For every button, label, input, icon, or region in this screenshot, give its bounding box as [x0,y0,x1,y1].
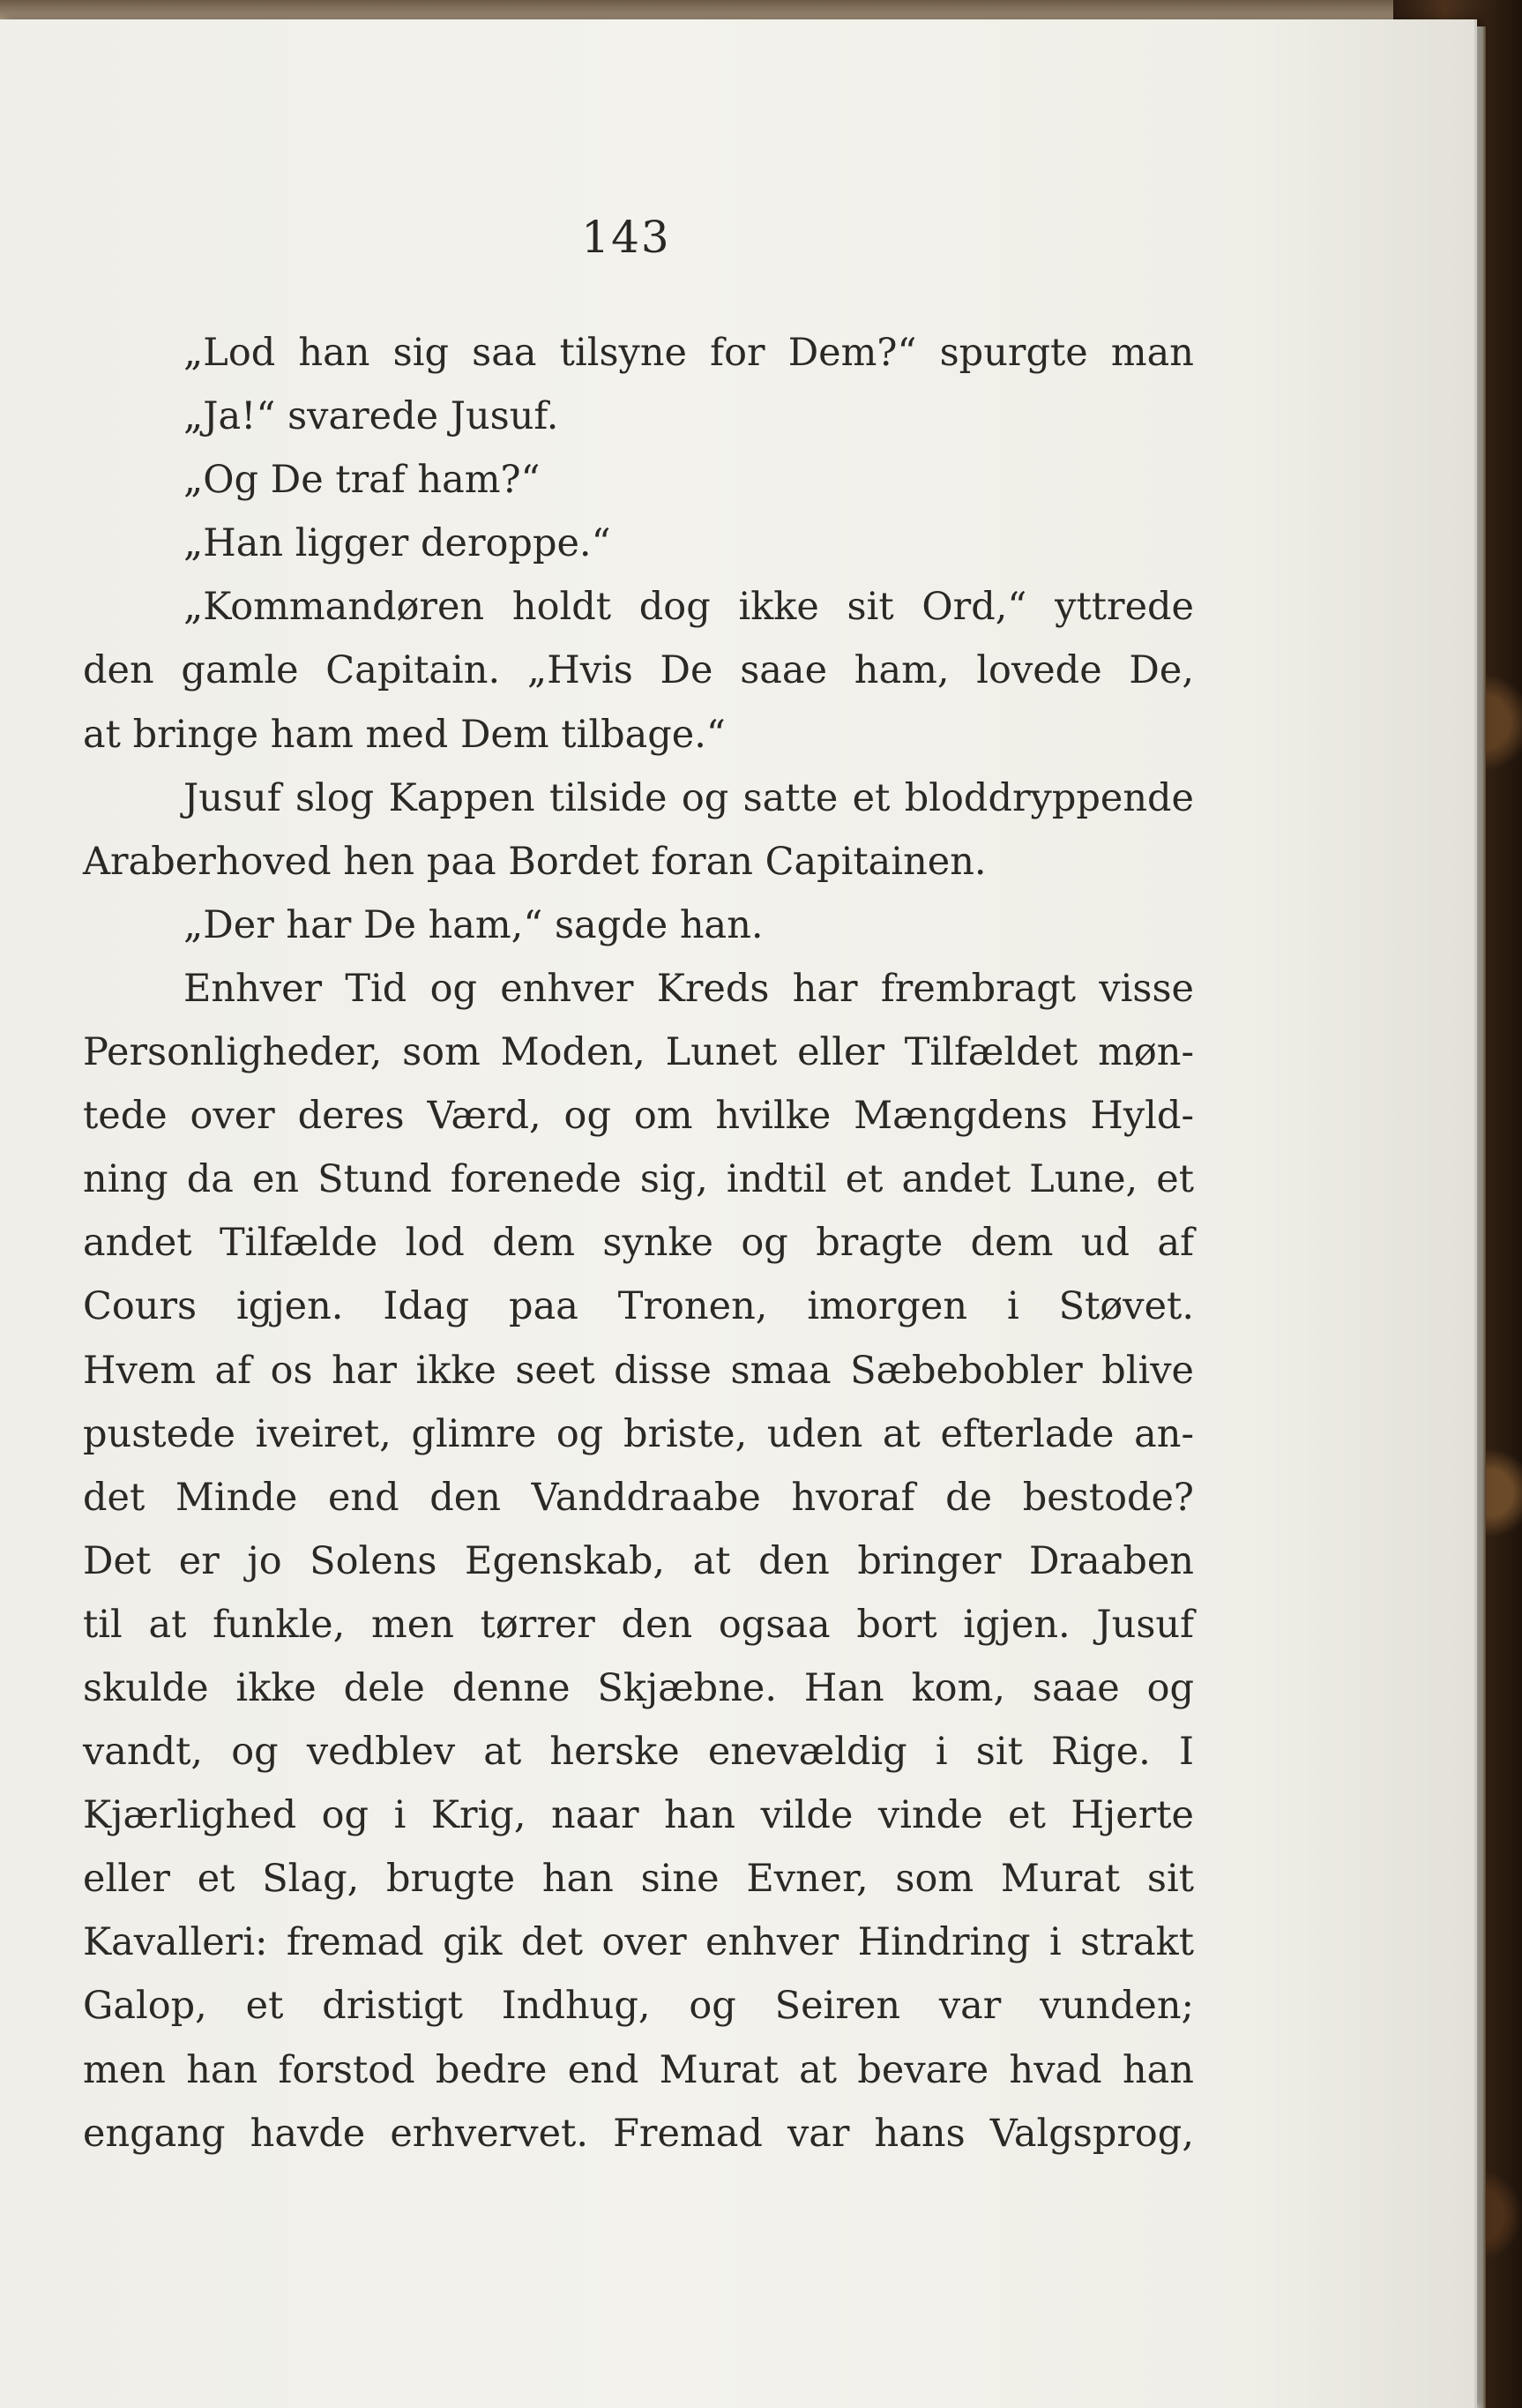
page-number: 143 [581,212,671,263]
text-line: „Der har De ham,“ sagde han. [183,902,764,947]
text-line: „Kommandøren holdt dog ikke sit Ord,“ yttrede [183,585,1194,630]
text-line: tede over deres Værd, og om hvilke Mængdens Hyld- [83,1094,1194,1139]
text-line: Cours igjen. Idag paa Tronen, imorgen i Støvet. [83,1284,1194,1329]
text-line: det Minde end den Vanddraabe hvoraf de bestode? [83,1475,1194,1520]
text-line: Kjærlighed og i Krig, naar han vilde vinde et Hjerte [83,1793,1194,1838]
text-line: Araberhoved hen paa Bordet foran Capitainen. [83,839,987,884]
text-line: „Ja!“ svarede Jusuf. [183,394,559,439]
text-line: at bringe ham med Dem tilbage.“ [83,712,726,757]
page-edge [1477,26,1486,2408]
text-line: men han forstod bedre end Murat at bevare hvad han [83,2047,1194,2092]
text-line: pustede iveiret, glimre og briste, uden at efterlade an- [83,1411,1194,1456]
text-line: „Han ligger deroppe.“ [183,521,611,566]
text-line: den gamle Capitain. „Hvis De saae ham, lovede De, [83,648,1194,693]
text-line: Galop, et dristigt Indhug, og Seiren var vunden; [83,1984,1194,2029]
text-line: „Og De traf ham?“ [183,458,541,503]
text-line: Det er jo Solens Egenskab, at den bringer Draaben [83,1538,1194,1583]
text-line: Personligheder, som Moden, Lunet eller Tilfældet møn- [83,1030,1194,1075]
text-line: Jusuf slog Kappen tilside og satte et bloddryppende [183,775,1194,820]
text-line: til at funkle, men tørrer den ogsaa bort igjen. Jusuf [83,1602,1194,1647]
text-line: ning da en Stund forenede sig, indtil et andet Lune, et [83,1157,1194,1202]
text-line: Kavalleri: fremad gik det over enhver Hindring i strakt [83,1920,1194,1965]
text-line: eller et Slag, brugte han sine Evner, som Murat sit [83,1857,1194,1902]
text-line: Enhver Tid og enhver Kreds har frembragt visse [183,966,1194,1011]
text-line: engang havde erhvervet. Fremad var hans Valgsprog, [83,2111,1194,2156]
body-text [83,321,1194,2165]
text-line: skulde ikke dele denne Skjæbne. Han kom, saae og [83,1665,1194,1710]
text-line: vandt, og vedblev at herske enevældig i sit Rige. I [83,1730,1194,1775]
text-line: Hvem af os har ikke seet disse smaa Sæbebobler blive [83,1348,1194,1393]
text-line: andet Tilfælde lod dem synke og bragte dem ud af [83,1221,1194,1266]
text-line: „Lod han sig saa tilsyne for Dem?“ spurgte man [183,331,1194,375]
book-page [0,19,1477,2408]
